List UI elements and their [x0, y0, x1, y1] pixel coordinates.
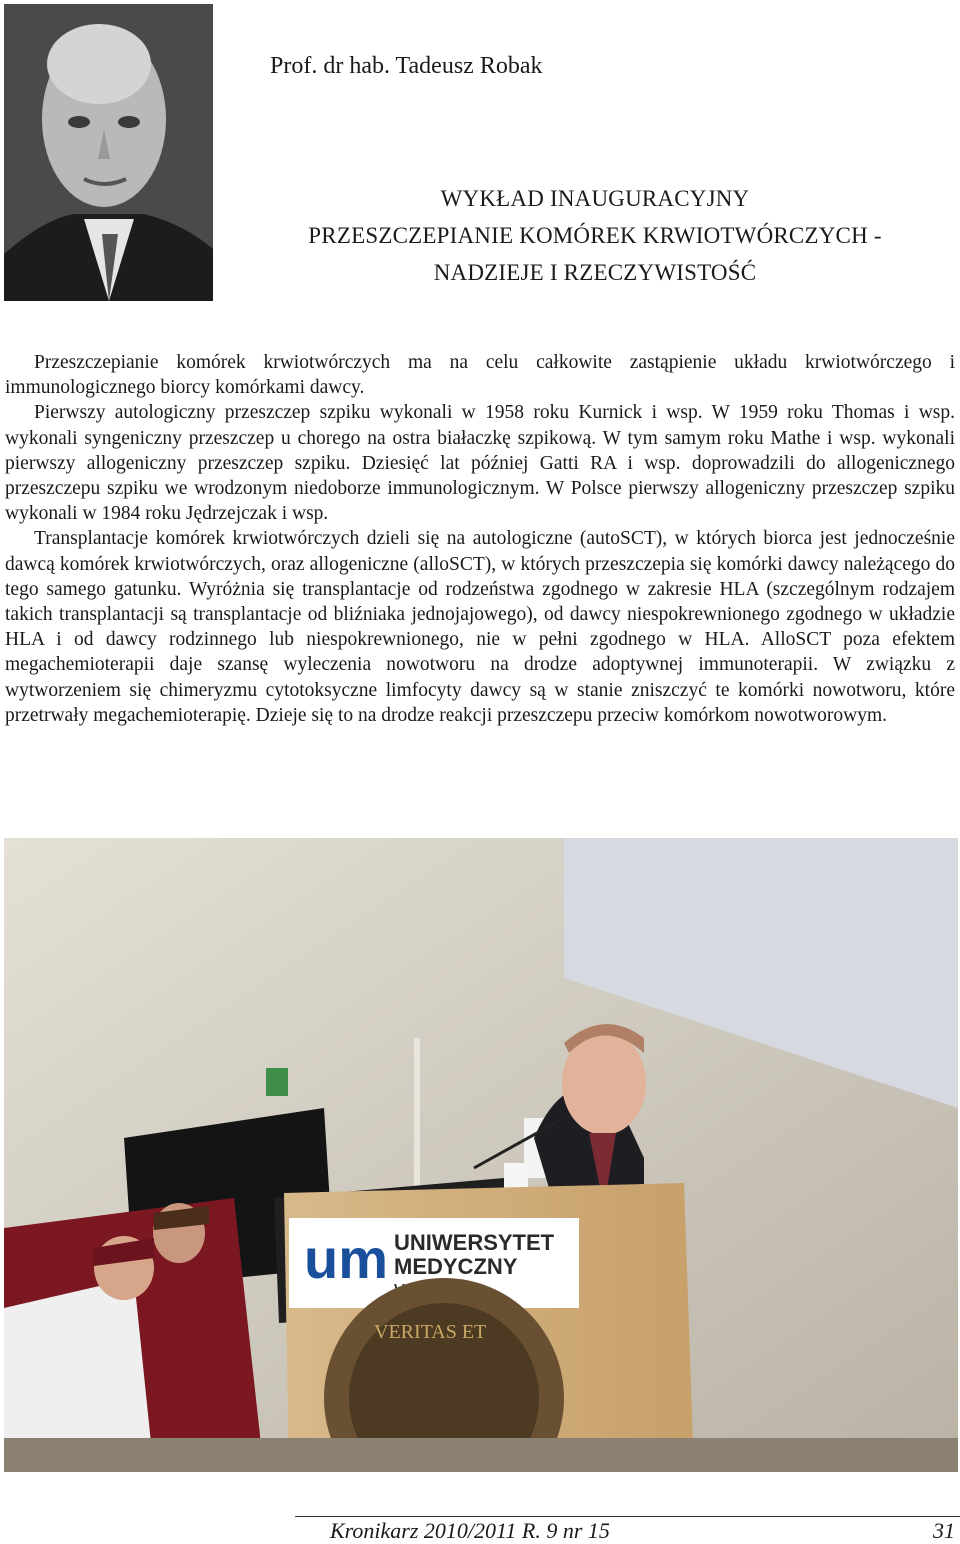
page-footer: [330, 1518, 955, 1544]
seal-text: VERITAS ET: [374, 1321, 487, 1343]
paragraph: Przeszczepianie komórek krwiotwórczych ma na celu całkowite zastąpienie układu krwiotwórczego i immunologicznego biorcy komórkami dawcy.: [5, 352, 955, 399]
author-name: Prof. dr hab. Tadeusz Robak: [270, 53, 543, 79]
podium-logo: um: [304, 1227, 388, 1290]
podium-text: UNIWERSYTET: [394, 1230, 555, 1255]
page-number: 31: [933, 1518, 955, 1543]
lecture-title: [230, 180, 960, 291]
article-body: [5, 350, 955, 728]
paragraph: Transplantacje komórek krwiotwórczych dzieli się na autologiczne (autoSCT), w których biorca jest jednocześnie dawcą komórek krwiotwórczych, oraz allogeniczne (alloSCT), w których przeszczepia się komórki dawcy należącego do tego samego gatunku. Wyróżnia się transplantacje od rodzeństwa zgodnego w zakresie HLA (szczególnym rodzajem takich transplantacji są transplantacje od bliźniaka jednojajowego), od dawcy niespokrewnionego zgodnego w układzie HLA i od dawcy rodzinnego lub niespokrewnionego, nie w pełni zgodnego w HLA. AlloSCT poza efektem megachemioterapii daje szansę wyleczenia nowotworu na drodze adoptywnej immunoterapii. W związku z wytworzeniem się chimeryzmu cytotoksyczne limfocyty dawcy są w stanie zniszczyć te komórki nowotworu, które przetrwały megachemioterapię. Dzieje się to na drodze reakcji przeszczepu przeciw komórkom nowotworowym.: [5, 528, 955, 726]
title-line: PRZESZCZEPIANIE KOMÓREK KRWIOTWÓRCZYCH -: [308, 223, 882, 248]
footer-rule: [295, 1516, 960, 1517]
paragraph: Pierwszy autologiczny przeszczep szpiku wykonali w 1958 roku Kurnick i wsp. W 1959 roku Thomas i wsp. wykonali syngeniczny przeszczep u chorego na ostra białaczkę szpikową. W tym samym roku Mathe i wsp. wykonali pierwszy allogeniczny przeszczep szpiku. Dziesięć lat później Gatti RA i wsp. doprowadzili do allogenicznego przeszczepu szpiku we wrodzonym niedoborze immunologicznym. W Polsce pierwszy allogeniczny przeszczep szpiku wykonali w 1984 roku Jędrzejczak i wsp.: [5, 402, 955, 525]
title-line: NADZIEJE I RZECZYWISTOŚĆ: [433, 260, 757, 285]
lecture-photo: [4, 838, 958, 1472]
title-line: WYKŁAD INAUGURACYJNY: [440, 186, 750, 211]
publication-name: Kronikarz 2010/2011 R. 9 nr 15: [330, 1518, 610, 1543]
podium-text: MEDYCZNY: [394, 1254, 518, 1279]
author-portrait: [4, 4, 213, 301]
